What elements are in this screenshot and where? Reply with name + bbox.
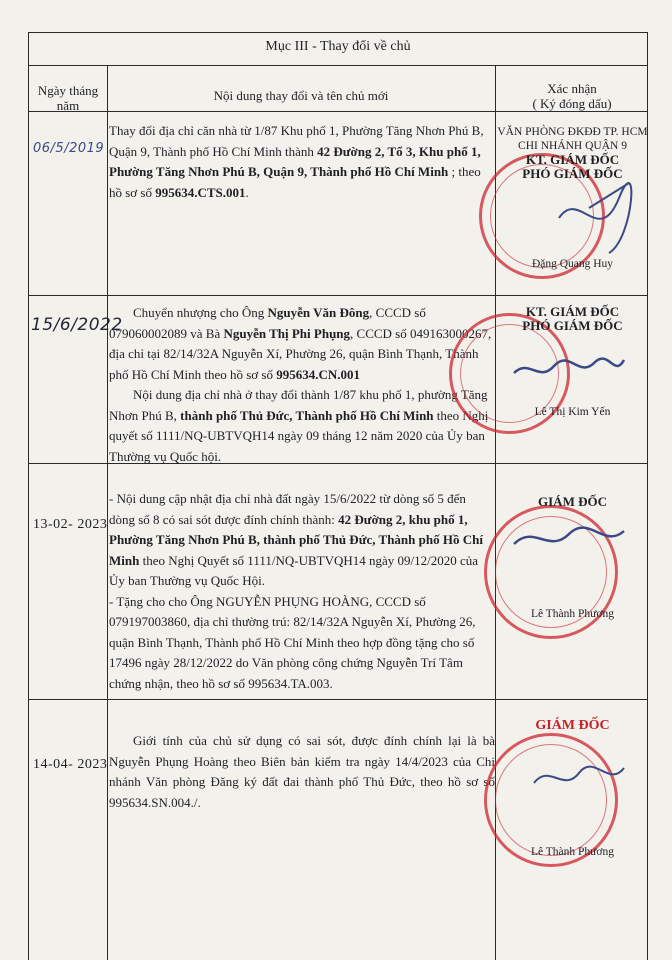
header-bottom-rule	[29, 111, 647, 112]
entry-3-content: - Nội dung cập nhật địa chỉ nhà đất ngày 15/6/2022 từ dòng số 5 đến dòng số 8 có sai sót được đính chính thành: 42 Đường 2, khu phố 1, Phường Tăng Nhơn Phú B, thành phố Thủ Đức, Thành phố Hồ Chí Minh theo Nghị Quyết số 1111/NQ-UBTVQH14 ngày 09/12/2020 của Ủy ban Thường vụ Quốc Hội. - Tặng cho cho Ông NGUYỄN PHỤNG HOÀNG, CCCD số 079197003860, địa chỉ thường trú: 82/14/32A Nguyễn Xí, Phường 26, quận Bình Thạnh, Thành phố Hồ Chí Minh theo hợp đồng tặng cho số 17496 ngày 28/12/2022 do Văn phòng công chứng Nguyễn Trí Tâm chứng nhận, theo hồ sơ số 995634.TA.003.	[109, 491, 483, 691]
signature-scribble-3	[509, 519, 629, 559]
change-of-owner-table	[28, 32, 648, 960]
signature-scribble-4	[529, 753, 629, 803]
entry-2-divider	[29, 463, 647, 464]
entry-3-divider	[29, 699, 647, 700]
entry-2-content: Chuyển nhượng cho Ông Nguyễn Văn Đông, CCCD số 079060002089 và Bà Nguyễn Thị Phi Phụng, CCCD số 049163000267, địa chỉ tại 82/14/32A Nguyễn Xí, Phường 26, quận Bình Thạnh, Thành phố Hồ Chí Minh theo hồ sơ số 995634.CN.001 Nội dung địa chỉ nhà ở thay đổi thành 1/87 khu phố 1, phường Tăng Nhơn Phú B, thành phố Thủ Đức, Thành phố Hồ Chí Minh theo Nghị quyết số 1111/NQ-UBTVQH14 ngày 09 tháng 12 năm 2020 của Ủy ban Thường vụ Quốc hội.	[109, 305, 492, 464]
content-column-header: Nội dung thay đổi và tên chủ mới	[213, 88, 389, 103]
entry-1-content: Thay đổi địa chỉ căn nhà từ 1/87 Khu phố 1, Phường Tăng Nhơn Phú B, Quận 9, Thành phố Hồ Chí Minh thành 42 Đường 2, Tổ 3, Khu phố 1, Phường Tăng Nhơn Phú B, Quận 9, Thành phố Hồ Chí Minh ; theo hồ sơ số 995634.CTS.001.	[109, 123, 484, 200]
entry-2-signer-name: Lê Thị Kim Yến	[534, 406, 611, 418]
entry-1-signature-block: VĂN PHÒNG ĐKĐĐ TP. HCM CHI NHÁNH QUẬN 9 KT. GIÁM ĐỐC PHÓ GIÁM ĐỐC	[497, 126, 648, 181]
header-top-rule	[29, 65, 647, 66]
entry-4-date: 14-04- 2023	[33, 757, 108, 772]
entry-3-signer-name: Lê Thành Phương	[530, 608, 614, 620]
entry-2-date: 15/6/2022	[31, 315, 123, 335]
entry-1-signer-name: Đặng Quang Huy	[531, 258, 614, 270]
entry-4-signer-name: Lê Thành Phương	[530, 846, 614, 858]
confirm-column-header: Xác nhận ( Ký đóng dấu)	[532, 81, 612, 111]
entry-2-signature-block: KT. GIÁM ĐỐC PHÓ GIÁM ĐỐC	[522, 304, 623, 333]
entry-1-divider	[29, 295, 647, 296]
signature-scribble-2	[509, 338, 629, 398]
entry-4-signature-block: GIÁM ĐỐC	[535, 718, 610, 733]
entry-4-content: Giới tính của chủ sử dụng có sai sót, được đính chính lại là bà Nguyễn Phụng Hoàng theo Biên bản kiểm tra ngày 14/4/2023 của Chi nhánh Văn phòng Đăng ký đất đai thành phố Thủ Đức, theo hồ sơ số 995634.SN.004./.	[109, 733, 495, 810]
entry-1-date: 06/5/2019	[33, 141, 105, 156]
signature-scribble-1	[549, 178, 639, 258]
date-column-divider	[107, 65, 108, 960]
entry-3-date: 13-02- 2023	[33, 517, 108, 532]
entry-3-signature-block: GIÁM ĐỐC	[538, 494, 607, 509]
date-column-header: Ngày tháng năm	[37, 83, 99, 113]
section-title: Mục III - Thay đổi về chủ	[265, 39, 411, 54]
